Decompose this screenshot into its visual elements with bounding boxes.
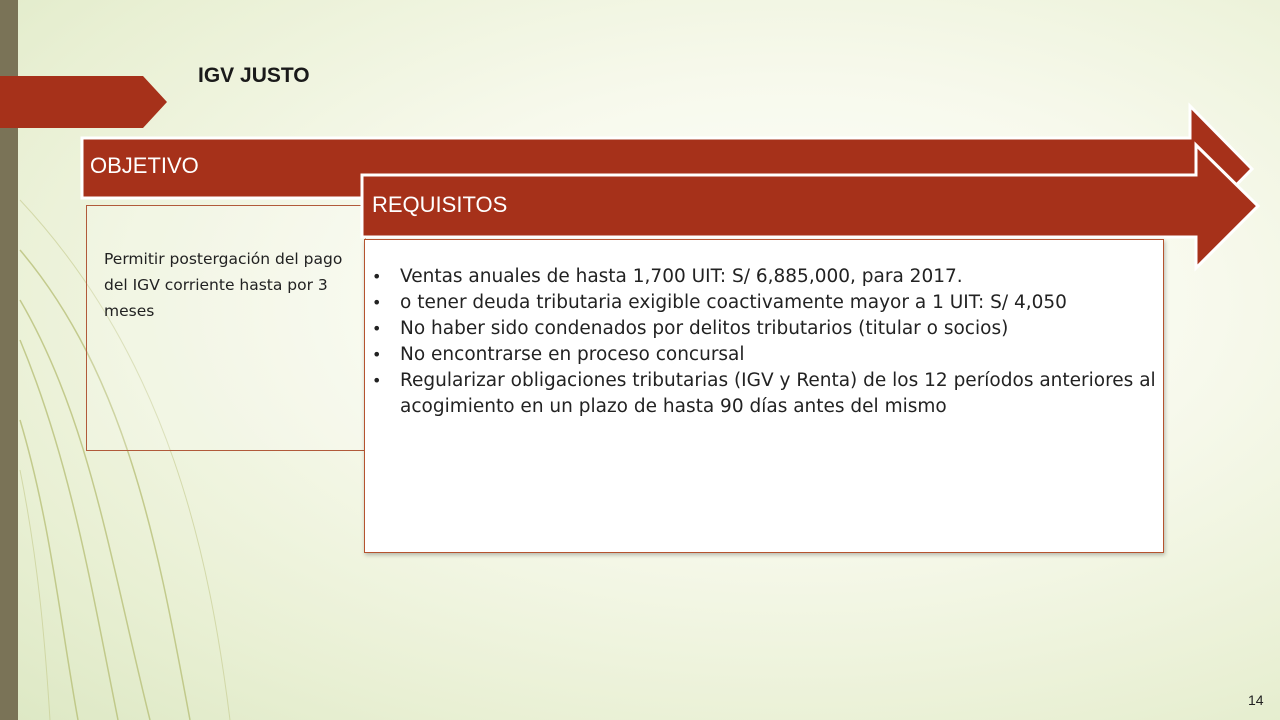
list-item: • No encontrarse en proceso concursal xyxy=(400,342,1156,368)
list-item: • o tener deuda tributaria exigible coactivamente mayor a 1 UIT: S/ 4,050 xyxy=(400,290,1156,316)
list-item: • Ventas anuales de hasta 1,700 UIT: S/ 6,885,000, para 2017. xyxy=(400,264,1156,290)
page-number: 14 xyxy=(1248,692,1264,708)
requisitos-label: REQUISITOS xyxy=(372,192,508,217)
requisitos-list xyxy=(400,264,1156,420)
objetivo-label: OBJETIVO xyxy=(90,153,199,178)
objetivo-text: Permitir postergación del pago del IGV corriente hasta por 3 meses xyxy=(104,250,343,320)
objetivo-box xyxy=(86,205,366,451)
list-item: • Regularizar obligaciones tributarias (IGV y Renta) de los 12 períodos anteriores al acogimiento en un plazo de hasta 90 días antes del mismo xyxy=(400,368,1156,420)
slide-title: IGV JUSTO xyxy=(198,64,310,87)
list-item: • No haber sido condenados por delitos tributarios (titular o socios) xyxy=(400,316,1156,342)
